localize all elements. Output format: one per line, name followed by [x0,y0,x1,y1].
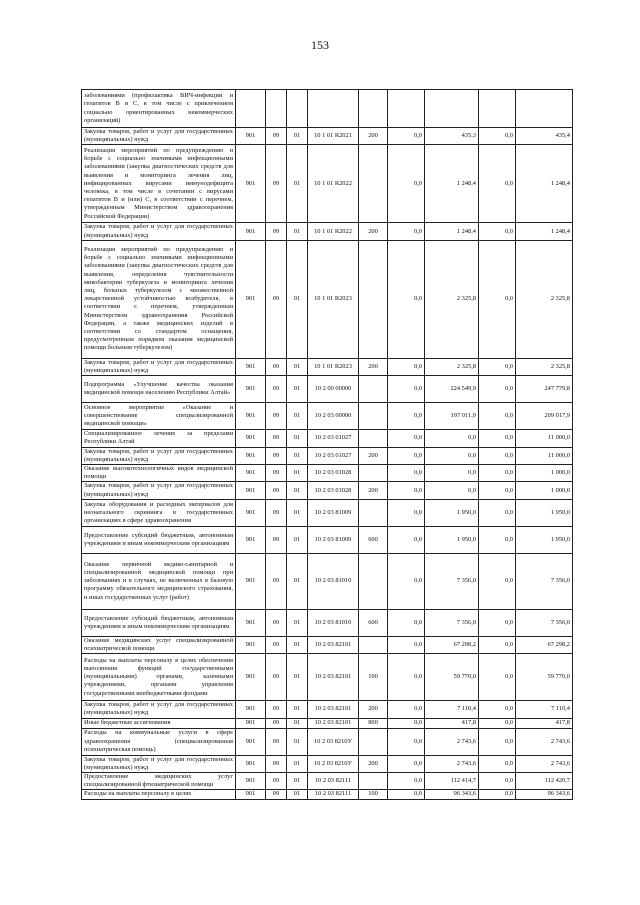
row-value-2: 2 325,8 [425,240,479,358]
row-gr: 901 [236,755,266,772]
row-rz: 09 [266,447,287,464]
row-vr [359,145,388,223]
row-value-1: 0,0 [388,728,425,755]
row-name: Реализация мероприятий по предупреждению и борьбе с социально значимыми инфекционными заболеваниями (закупка диагностических средств для выявления, определения чувствительности микобактерии туберкулеза и мониторинга лечения лиц, больных туберкулезом с множественной лекарственной устойчивостью возбудителя, в соответствии с перечнем, утвержденным Министерством здравоохранения Российской Федерации, а также медицинских изделий в соответствии со стандартом оснащения, предусмотренным порядком оказания медицинской помощи больным туберкулезом) [82,240,236,358]
row-csr: 10 2 03 81010 [308,609,359,636]
row-value-2: 96 343,6 [425,790,479,799]
row-pr: 01 [287,403,308,430]
row-name: Реализация мероприятий по предупреждению и борьбе с социально значимыми инфекционными заболеваниями (закупка диагностических средств для выявления и мониторинга лечения лиц, инфицированных вирусами иммунодефицита человека, в том числе в сочетании с вирусами гепатитов В и (или) С, в соответствии с перечнем, утвержденным Министерством здравоохранения Российской Федерации) [82,145,236,223]
row-value-3: 0,0 [479,403,516,430]
table-body [82,90,573,800]
row-rz: 09 [266,223,287,240]
row-value-2: 2 325,8 [425,358,479,375]
page-number: 153 [311,38,329,52]
table-row [82,430,573,447]
row-csr: 10 2 03 82101 [308,718,359,728]
row-pr: 01 [287,654,308,701]
row-value-1 [388,90,425,128]
row-value-1: 0,0 [388,499,425,526]
row-value-1: 0,0 [388,240,425,358]
row-value-2: 0,0 [425,465,479,482]
row-value-1: 0,0 [388,482,425,499]
row-value-1: 0,0 [388,376,425,403]
row-rz: 09 [266,403,287,430]
row-csr: 10 2 03 82101 [308,701,359,718]
row-csr: 10 2 03 82101 [308,654,359,701]
row-name: Расходы на выплаты персоналу в целях [82,790,236,799]
row-vr [359,499,388,526]
row-value-2: 0,0 [425,447,479,464]
row-value-2: 0,0 [425,482,479,499]
row-gr: 901 [236,718,266,728]
row-gr: 901 [236,773,266,790]
row-value-3: 0,0 [479,145,516,223]
row-gr: 901 [236,358,266,375]
row-value-2: 112 414,7 [425,773,479,790]
row-value-2: 7 356,0 [425,609,479,636]
row-vr: 800 [359,718,388,728]
row-gr: 901 [236,728,266,755]
row-csr: 10 1 01 R2022 [308,145,359,223]
row-value-3: 0,0 [479,718,516,728]
row-name: Расходы на выплаты персоналу в целях обеспечения выполнения функций государственными (муниципальными) органами, казенными учреждениями, органами управления государственными внебюджетными фондами [82,654,236,701]
row-name: Закупка товаров, работ и услуг для государственных (муниципальных) нужд [82,447,236,464]
row-value-3: 0,0 [479,358,516,375]
row-value-1: 0,0 [388,718,425,728]
row-csr: 10 2 03 8210У [308,728,359,755]
table-row [82,403,573,430]
row-value-4: 67 298,2 [516,636,573,653]
row-csr: 10 2 03 8210У [308,755,359,772]
row-pr: 01 [287,465,308,482]
row-name: Предоставление субсидий бюджетным, автономным учреждениям и иным некоммерческим организациям [82,526,236,553]
row-gr: 901 [236,376,266,403]
row-value-4 [516,90,573,128]
row-name: Подпрограмма «Улучшение качества оказания медицинской помощи населению Республики Алтай» [82,376,236,403]
row-value-4: 2 325,8 [516,358,573,375]
row-gr: 901 [236,482,266,499]
row-csr: 10 2 00 00000 [308,376,359,403]
row-name: Специализированное лечение за пределами Республики Алтай [82,430,236,447]
table-row [82,526,573,553]
row-rz: 09 [266,240,287,358]
row-csr: 10 2 03 01027 [308,447,359,464]
row-rz: 09 [266,358,287,375]
row-value-4: 2 325,8 [516,240,573,358]
row-name: Закупка товаров, работ и услуг для государственных (муниципальных) нужд [82,701,236,718]
row-name: Оказание медицинских услуг специализированной психиатрической помощи [82,636,236,653]
row-vr: 200 [359,128,388,145]
row-value-4: 112 420,7 [516,773,573,790]
table-row [82,128,573,145]
table-row [82,358,573,375]
row-pr: 01 [287,526,308,553]
row-rz: 09 [266,609,287,636]
row-csr [308,90,359,128]
row-value-1: 0,0 [388,701,425,718]
row-vr: 200 [359,223,388,240]
row-gr: 901 [236,654,266,701]
row-value-2: 435,3 [425,128,479,145]
row-name: Иные бюджетные ассигнования [82,718,236,728]
row-pr: 01 [287,447,308,464]
row-vr [359,240,388,358]
row-csr: 10 1 01 R2022 [308,223,359,240]
row-name: Основное мероприятие «Оказание и совершенствование специализированной медицинской помощи» [82,403,236,430]
row-value-1: 0,0 [388,465,425,482]
row-value-2: 0,0 [425,430,479,447]
row-value-4: 7 110,4 [516,701,573,718]
row-pr: 01 [287,773,308,790]
row-rz: 09 [266,526,287,553]
table-row [82,240,573,358]
row-value-2: 59 770,0 [425,654,479,701]
row-value-2 [425,90,479,128]
row-rz: 09 [266,718,287,728]
row-csr: 10 2 03 82101 [308,636,359,653]
row-rz: 09 [266,145,287,223]
row-value-2: 224 549,9 [425,376,479,403]
row-value-4: 7 356,0 [516,609,573,636]
row-value-2: 2 743,6 [425,728,479,755]
row-pr: 01 [287,430,308,447]
row-value-1: 0,0 [388,553,425,609]
row-rz: 09 [266,701,287,718]
row-value-1: 0,0 [388,430,425,447]
row-gr: 901 [236,553,266,609]
table-row [82,636,573,653]
row-gr: 901 [236,145,266,223]
row-value-3: 0,0 [479,430,516,447]
row-vr [359,465,388,482]
row-value-2: 1 950,0 [425,499,479,526]
row-value-3: 0,0 [479,499,516,526]
row-pr: 01 [287,145,308,223]
row-gr: 901 [236,790,266,799]
row-value-3: 0,0 [479,728,516,755]
row-value-3: 0,0 [479,654,516,701]
row-value-4: 1 248,4 [516,145,573,223]
table-row [82,499,573,526]
row-rz: 09 [266,636,287,653]
row-pr: 01 [287,790,308,799]
row-csr: 10 2 03 82111 [308,790,359,799]
row-value-1: 0,0 [388,526,425,553]
row-gr [236,90,266,128]
row-value-1: 0,0 [388,636,425,653]
row-name: Расходы на коммунальные услуги в сфере здравоохранения (специализированная психиатрическая помощь) [82,728,236,755]
row-value-3: 0,0 [479,240,516,358]
row-name: заболеваниями (профилактика ВИЧ-инфекции и гепатитов В и С, в том числе с привлечением социально ориентированных некоммерческих организаций) [82,90,236,128]
row-csr: 10 2 03 81009 [308,526,359,553]
row-value-2: 67 298,2 [425,636,479,653]
row-rz: 09 [266,482,287,499]
table-row [82,718,573,728]
table-row [82,376,573,403]
row-csr: 10 2 03 00000 [308,403,359,430]
row-pr: 01 [287,223,308,240]
row-value-2: 1 248,4 [425,223,479,240]
row-pr: 01 [287,358,308,375]
row-csr: 10 2 03 81009 [308,499,359,526]
row-pr: 01 [287,553,308,609]
row-rz: 09 [266,465,287,482]
row-value-1: 0,0 [388,609,425,636]
row-gr: 901 [236,430,266,447]
row-rz: 09 [266,553,287,609]
row-value-3: 0,0 [479,223,516,240]
row-gr: 901 [236,701,266,718]
row-pr: 01 [287,609,308,636]
row-value-1: 0,0 [388,358,425,375]
table-row [82,728,573,755]
row-rz: 09 [266,728,287,755]
row-value-1: 0,0 [388,654,425,701]
row-name: Предоставление субсидий бюджетным, автономным учреждениям и иным некоммерческим организациям [82,609,236,636]
row-csr: 10 2 03 82111 [308,773,359,790]
row-rz: 09 [266,654,287,701]
table-row [82,553,573,609]
row-rz: 09 [266,755,287,772]
row-name: Закупка товаров, работ и услуг для государственных (муниципальных) нужд [82,358,236,375]
row-value-4: 2 743,6 [516,755,573,772]
row-csr: 10 2 03 01028 [308,482,359,499]
row-csr: 10 1 01 R2023 [308,240,359,358]
table-row [82,447,573,464]
row-vr: 600 [359,526,388,553]
row-value-3: 0,0 [479,482,516,499]
row-value-2: 7 356,0 [425,553,479,609]
table-row [82,482,573,499]
row-vr: 200 [359,482,388,499]
row-rz: 09 [266,790,287,799]
row-value-3: 0,0 [479,465,516,482]
row-pr: 01 [287,376,308,403]
table-row [82,701,573,718]
row-vr [359,553,388,609]
table-row [82,223,573,240]
row-rz: 09 [266,376,287,403]
row-pr: 01 [287,755,308,772]
row-gr: 901 [236,223,266,240]
row-name: Закупка товаров, работ и услуг для государственных (муниципальных) нужд [82,755,236,772]
row-vr: 200 [359,755,388,772]
row-value-3: 0,0 [479,526,516,553]
row-value-4: 1 950,0 [516,526,573,553]
row-rz: 09 [266,773,287,790]
row-value-3: 0,0 [479,128,516,145]
row-pr: 01 [287,499,308,526]
budget-table [81,89,573,800]
row-gr: 901 [236,636,266,653]
row-gr: 901 [236,526,266,553]
row-value-2: 417,8 [425,718,479,728]
row-vr: 100 [359,654,388,701]
row-vr [359,403,388,430]
table-row [82,755,573,772]
row-name: Оказание первичной медико-санитарной и специализированной медицинской помощи при заболеваниях и в случаях, не включенных в базовую программу обязательного медицинского страхования, и иных государственных услуг (работ) [82,553,236,609]
table-row [82,90,573,128]
row-value-1: 0,0 [388,447,425,464]
row-value-4: 2 743,6 [516,728,573,755]
table-row [82,465,573,482]
row-name: Предоставление медицинских услуг специализированной фтизиатрической помощи [82,773,236,790]
row-vr: 200 [359,358,388,375]
row-pr: 01 [287,128,308,145]
row-value-3: 0,0 [479,773,516,790]
row-value-4: 1 248,4 [516,223,573,240]
row-vr: 200 [359,701,388,718]
table-row [82,145,573,223]
row-rz [266,90,287,128]
row-vr: 100 [359,790,388,799]
row-value-1: 0,0 [388,790,425,799]
row-name: Закупка оборудования и расходных материалов для неонатального скрининга в государственных организациях в сфере здравоохранения [82,499,236,526]
row-rz: 09 [266,430,287,447]
row-csr: 10 2 03 01027 [308,430,359,447]
row-value-1: 0,0 [388,403,425,430]
row-value-1: 0,0 [388,223,425,240]
row-vr [359,773,388,790]
row-vr [359,90,388,128]
row-rz: 09 [266,499,287,526]
row-gr: 901 [236,128,266,145]
row-pr [287,90,308,128]
row-value-4: 11 000,0 [516,447,573,464]
row-value-4: 7 356,0 [516,553,573,609]
row-vr [359,376,388,403]
row-pr: 01 [287,728,308,755]
table-row [82,654,573,701]
row-name: Закупка товаров, работ и услуг для государственных (муниципальных) нужд [82,482,236,499]
row-value-2: 7 110,4 [425,701,479,718]
row-vr: 200 [359,447,388,464]
row-gr: 901 [236,240,266,358]
row-gr: 901 [236,609,266,636]
row-value-2: 1 950,0 [425,526,479,553]
table-row [82,773,573,790]
row-gr: 901 [236,465,266,482]
row-value-1: 0,0 [388,773,425,790]
row-value-4: 59 770,0 [516,654,573,701]
row-value-2: 1 248,4 [425,145,479,223]
row-name: Оказание высокотехнологичных видов медицинской помощи [82,465,236,482]
row-value-3: 0,0 [479,636,516,653]
row-gr: 901 [236,499,266,526]
row-rz: 09 [266,128,287,145]
row-pr: 01 [287,482,308,499]
row-pr: 01 [287,636,308,653]
row-value-4: 11 000,0 [516,430,573,447]
row-value-4: 435,4 [516,128,573,145]
row-gr: 901 [236,447,266,464]
row-csr: 10 2 03 01028 [308,465,359,482]
row-value-3: 0,0 [479,701,516,718]
row-value-2: 197 011,9 [425,403,479,430]
row-csr: 10 1 01 R2021 [308,128,359,145]
row-name: Закупка товаров, работ и услуг для государственных (муниципальных) нужд [82,128,236,145]
row-value-4: 247 779,8 [516,376,573,403]
row-value-4: 1 000,0 [516,482,573,499]
row-pr: 01 [287,718,308,728]
row-value-3 [479,90,516,128]
row-value-4: 209 017,9 [516,403,573,430]
row-value-3: 0,0 [479,376,516,403]
row-value-3: 0,0 [479,755,516,772]
row-value-1: 0,0 [388,755,425,772]
row-value-1: 0,0 [388,128,425,145]
row-pr: 01 [287,240,308,358]
table-row [82,790,573,799]
row-csr: 10 1 01 R2023 [308,358,359,375]
row-value-2: 2 743,6 [425,755,479,772]
row-value-3: 0,0 [479,790,516,799]
row-vr: 600 [359,609,388,636]
row-name: Закупка товаров, работ и услуг для государственных (муниципальных) нужд [82,223,236,240]
row-value-3: 0,0 [479,447,516,464]
row-value-1: 0,0 [388,145,425,223]
row-pr: 01 [287,701,308,718]
row-value-4: 1 000,0 [516,465,573,482]
row-value-4: 96 343,6 [516,790,573,799]
row-value-3: 0,0 [479,609,516,636]
row-value-3: 0,0 [479,553,516,609]
row-gr: 901 [236,403,266,430]
row-vr [359,430,388,447]
row-vr [359,636,388,653]
row-value-4: 417,8 [516,718,573,728]
table-row [82,609,573,636]
row-csr: 10 2 03 81010 [308,553,359,609]
row-value-4: 1 950,0 [516,499,573,526]
row-vr [359,728,388,755]
